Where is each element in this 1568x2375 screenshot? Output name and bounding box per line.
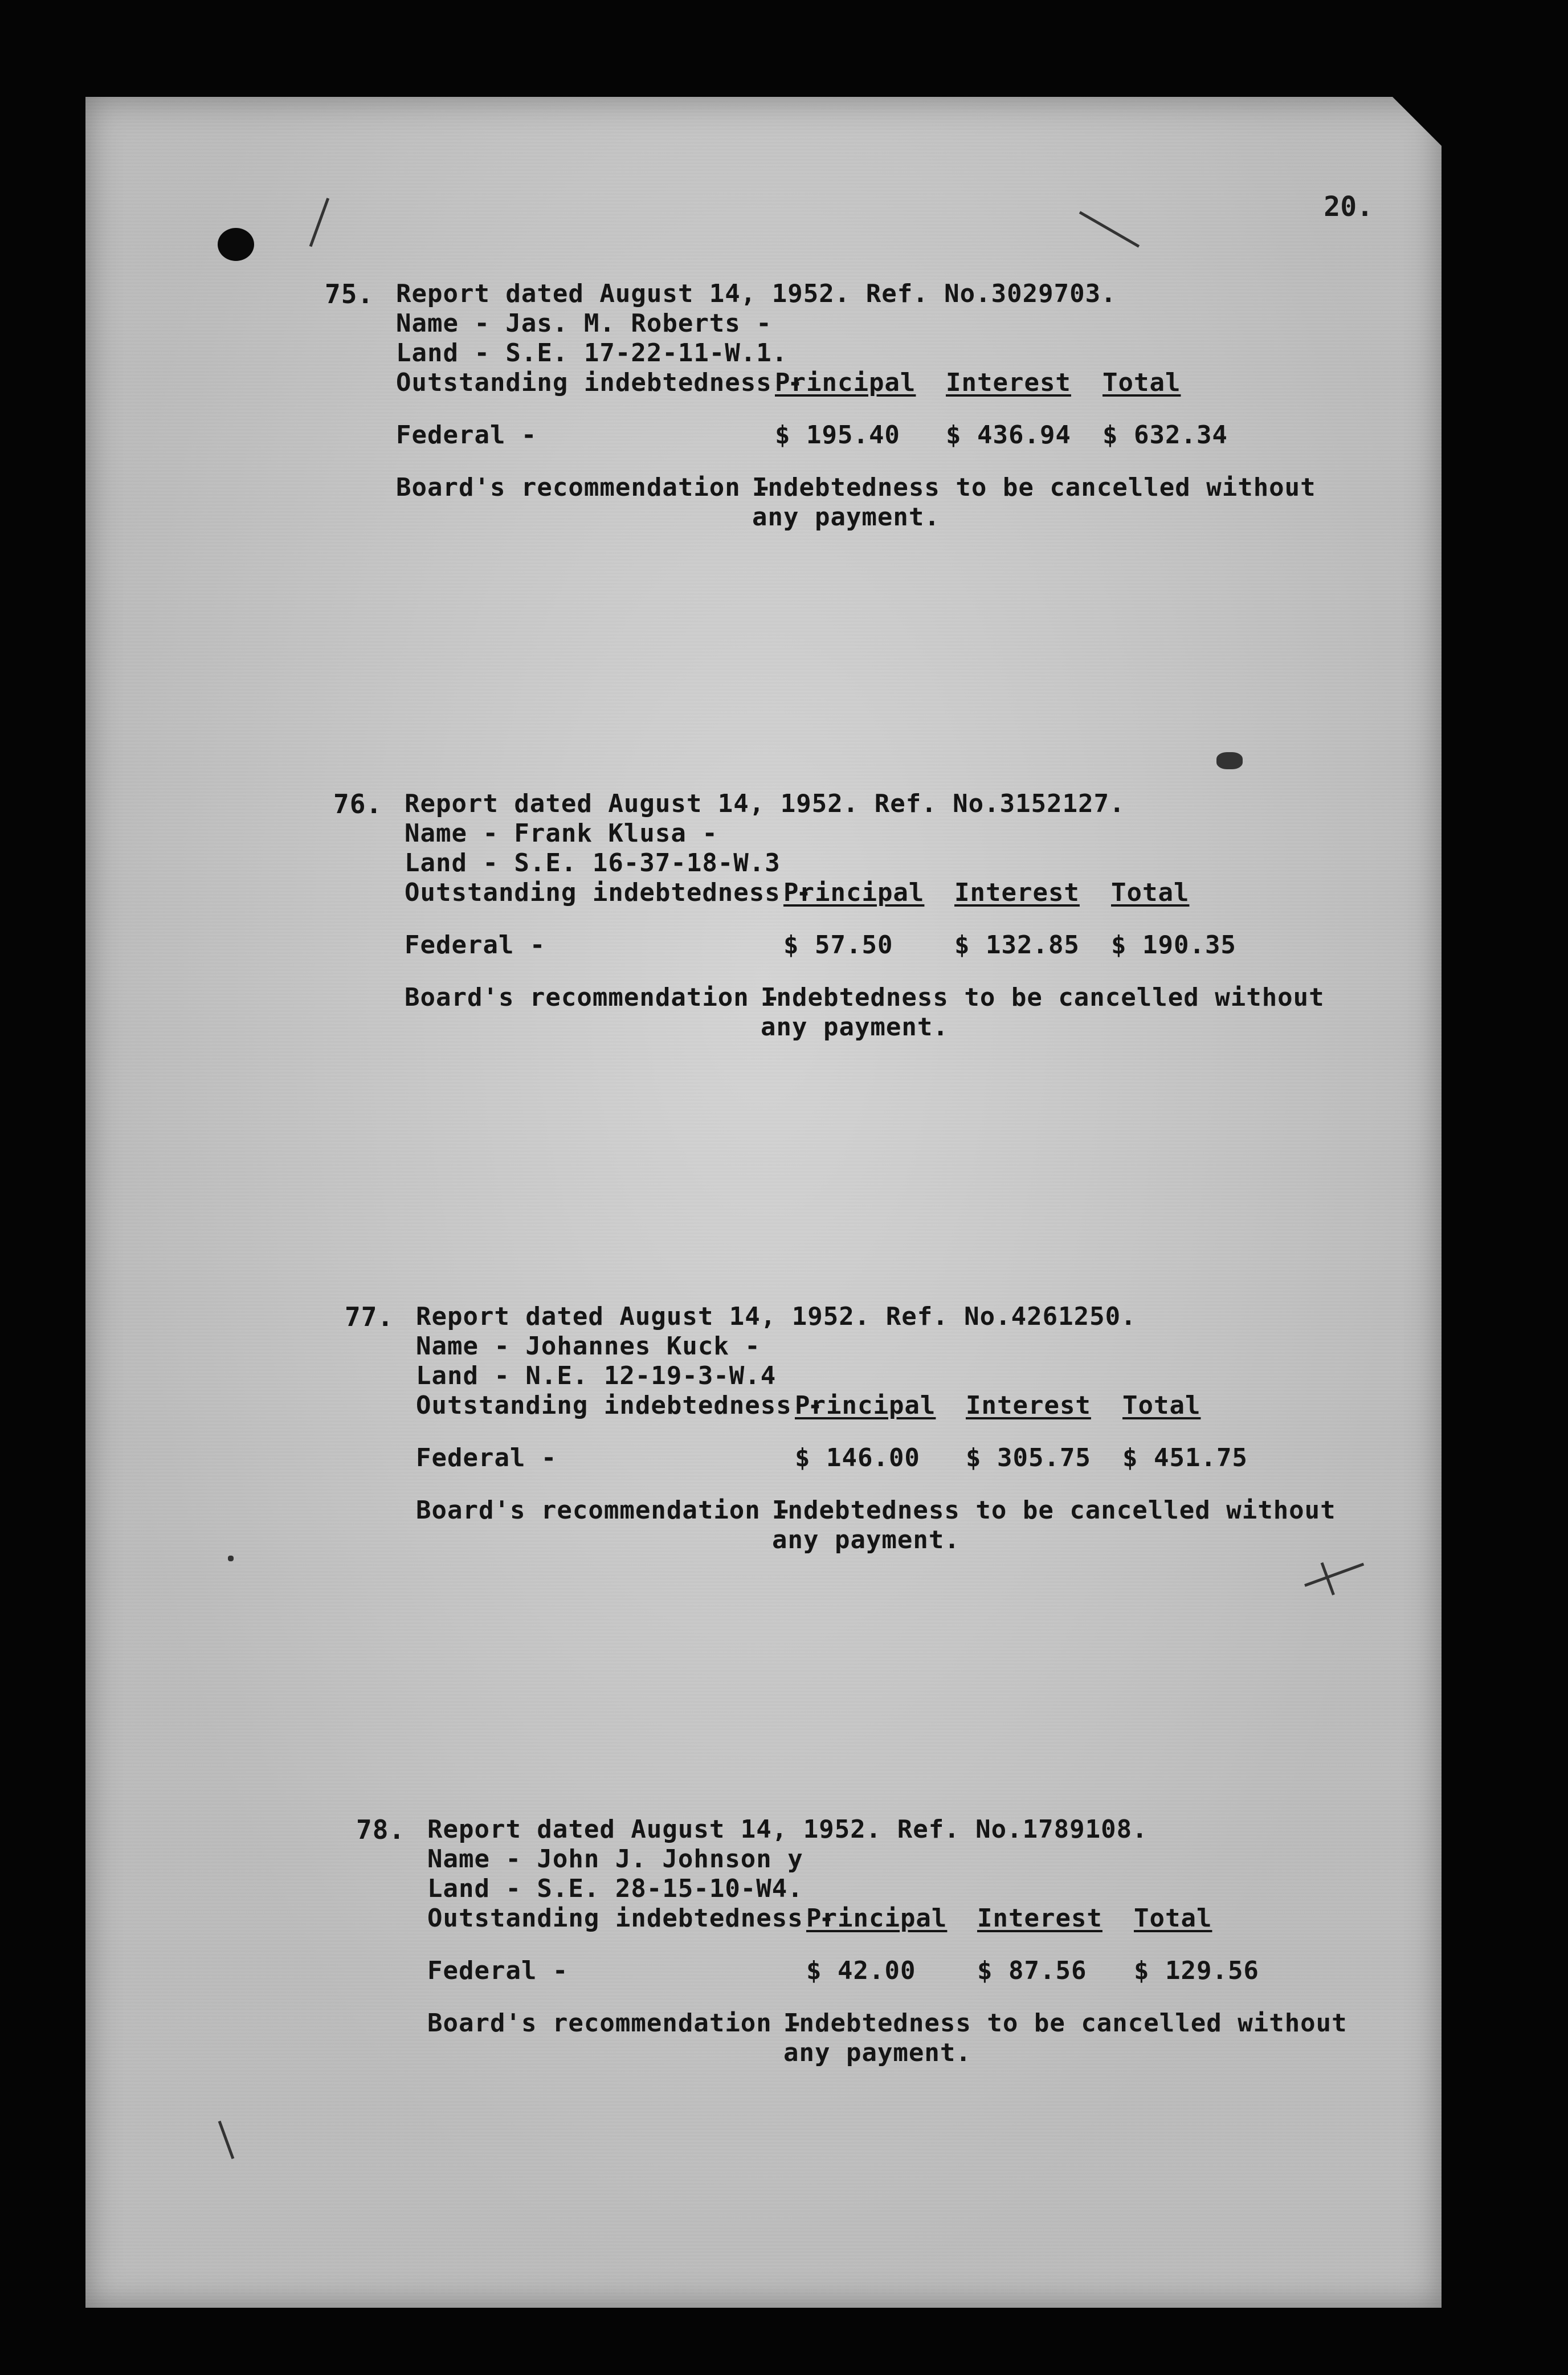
recommendation-label: Board's recommendation - (416, 1496, 792, 1525)
recommendation (427, 2009, 1348, 2067)
federal-row (405, 931, 1236, 960)
name-line: Name - Frank Klusa - (405, 819, 718, 848)
document-page (85, 97, 1442, 2308)
recommendation-label: Board's recommendation - (427, 2009, 803, 2038)
entry-number: 75. (325, 279, 374, 309)
entry-number: 76. (333, 789, 383, 819)
federal-row (396, 421, 1228, 450)
report-line: Report dated August 14, 1952. Ref. No.3029703. (396, 279, 1117, 308)
interest-value: $ 436.94 (946, 421, 1071, 450)
entry-75 (325, 279, 1316, 532)
report-line: Report dated August 14, 1952. Ref. No.1789108. (427, 1815, 1148, 1844)
ink-speck (228, 1556, 234, 1561)
column-header-row (416, 1391, 1201, 1421)
recommendation (416, 1496, 1336, 1554)
recommendation-text (772, 1496, 1342, 1555)
entry-number: 77. (345, 1301, 394, 1332)
interest-value: $ 132.85 (954, 931, 1080, 960)
federal-row (416, 1443, 1248, 1473)
page-number: 20. (1324, 191, 1373, 223)
interest-value: $ 87.56 (977, 1956, 1087, 1985)
recommendation (405, 983, 1325, 1042)
pen-mark (1079, 211, 1140, 247)
land-line: Land - N.E. 12-19-3-W.4 (416, 1361, 777, 1390)
federal-row (427, 1956, 1259, 1986)
federal-label: Federal - (416, 1443, 557, 1472)
report-line: Report dated August 14, 1952. Ref. No.4261250. (416, 1302, 1137, 1331)
recommendation-label: Board's recommendation - (405, 983, 781, 1012)
ink-speck (1216, 752, 1243, 769)
recommendation-line: any payment. (783, 2038, 971, 2067)
column-header-row (427, 1904, 1212, 1933)
principal-value: $ 146.00 (795, 1443, 920, 1472)
recommendation-label: Board's recommendation - (396, 473, 772, 502)
entry-76 (333, 789, 1325, 1042)
land-line: Land - S.E. 17-22-11-W.1. (396, 338, 788, 368)
name-line: Name - Jas. M. Roberts - (396, 309, 772, 338)
interest-header: Interest (966, 1391, 1091, 1420)
outstanding-label: Outstanding indebtedness - (396, 368, 803, 397)
recommendation-line: Indebtedness to be cancelled without (752, 473, 1316, 502)
recommendation (396, 473, 1316, 532)
entry-77 (345, 1301, 1336, 1554)
entry-78 (356, 1814, 1348, 2067)
pen-mark (218, 2121, 235, 2159)
recommendation-line: any payment. (772, 1525, 960, 1554)
recommendation-line: Indebtedness to be cancelled without (772, 1496, 1336, 1525)
interest-header: Interest (977, 1904, 1102, 1933)
total-header: Total (1122, 1391, 1201, 1420)
column-header-row (396, 368, 1181, 398)
principal-header: Principal (775, 368, 916, 397)
principal-value: $ 195.40 (775, 421, 900, 450)
total-value: $ 451.75 (1122, 1443, 1248, 1472)
principal-value: $ 57.50 (783, 931, 893, 960)
recommendation-text (783, 2009, 1353, 2068)
recommendation-text (761, 983, 1330, 1042)
total-value: $ 632.34 (1102, 421, 1228, 450)
recommendation-text (752, 473, 1322, 532)
recommendation-line: any payment. (752, 503, 940, 532)
interest-header: Interest (954, 878, 1080, 907)
land-line: Land - S.E. 28-15-10-W4. (427, 1874, 803, 1903)
principal-header: Principal (806, 1904, 948, 1933)
outstanding-label: Outstanding indebtedness - (416, 1391, 823, 1420)
report-line: Report dated August 14, 1952. Ref. No.3152127. (405, 789, 1125, 818)
total-header: Total (1134, 1904, 1212, 1933)
pen-mark (309, 198, 329, 247)
pen-mark (1304, 1563, 1364, 1587)
name-line: Name - Johannes Kuck - (416, 1332, 761, 1361)
ink-blot (218, 228, 254, 261)
principal-value: $ 42.00 (806, 1956, 916, 1985)
column-header-row (405, 878, 1190, 908)
federal-label: Federal - (405, 931, 546, 960)
recommendation-line: Indebtedness to be cancelled without (783, 2009, 1348, 2038)
name-line: Name - John J. Johnson y (427, 1844, 803, 1874)
federal-label: Federal - (396, 421, 537, 450)
principal-header: Principal (783, 878, 925, 907)
principal-header: Principal (795, 1391, 936, 1420)
interest-value: $ 305.75 (966, 1443, 1091, 1472)
outstanding-label: Outstanding indebtedness - (405, 878, 812, 907)
total-header: Total (1111, 878, 1190, 907)
federal-label: Federal - (427, 1956, 569, 1985)
recommendation-line: any payment. (761, 1013, 949, 1042)
entry-number: 78. (356, 1814, 406, 1845)
total-value: $ 190.35 (1111, 931, 1236, 960)
total-value: $ 129.56 (1134, 1956, 1259, 1985)
folded-corner (1391, 96, 1443, 147)
interest-header: Interest (946, 368, 1071, 397)
land-line: Land - S.E. 16-37-18-W.3 (405, 848, 781, 878)
total-header: Total (1102, 368, 1181, 397)
outstanding-label: Outstanding indebtedness - (427, 1904, 835, 1933)
recommendation-line: Indebtedness to be cancelled without (761, 983, 1325, 1012)
